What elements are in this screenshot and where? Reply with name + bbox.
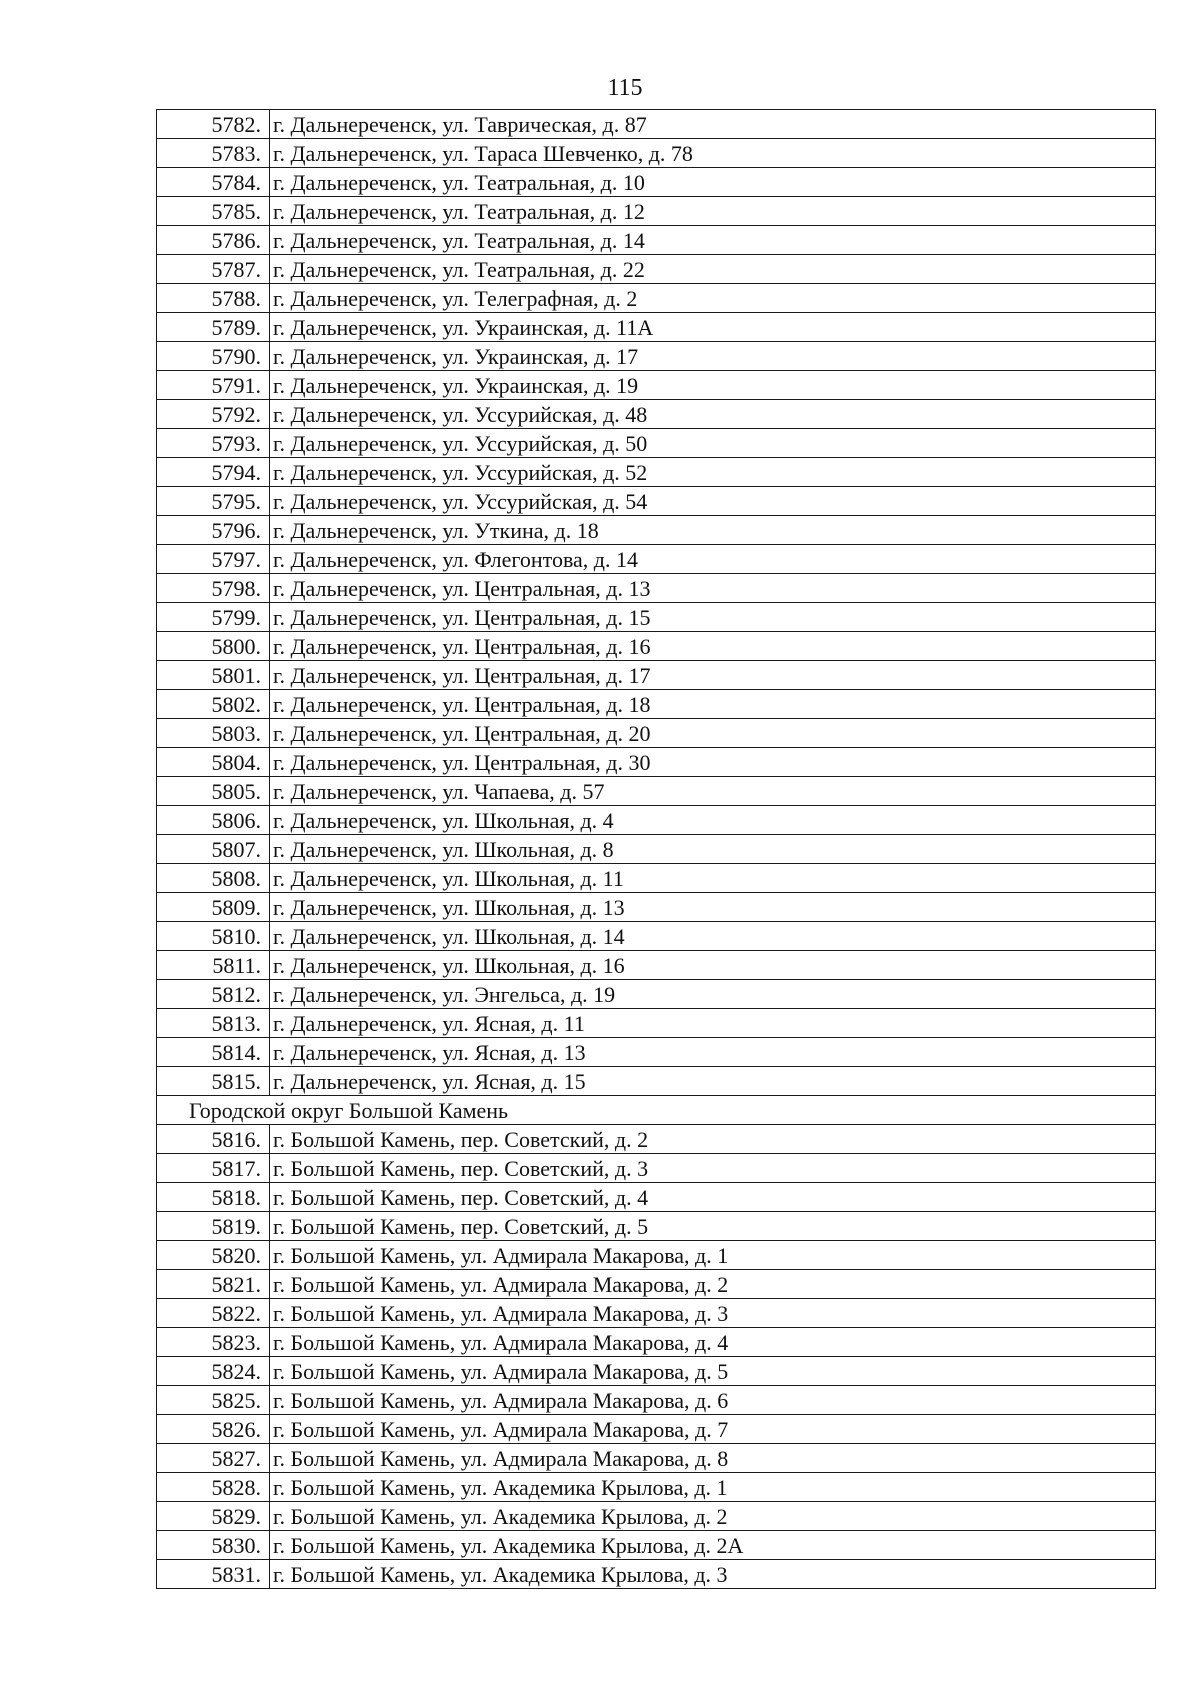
table-row — [157, 1386, 1156, 1415]
table-row — [157, 1125, 1156, 1154]
table-row — [157, 1241, 1156, 1270]
row-address: г. Большой Камень, ул. Адмирала Макарова, д. 5 — [270, 1357, 1156, 1386]
row-address: г. Дальнереченск, ул. Центральная, д. 17 — [270, 661, 1156, 690]
table-row — [157, 429, 1156, 458]
row-number: 5814. — [157, 1038, 270, 1067]
row-address: г. Дальнереченск, ул. Центральная, д. 15 — [270, 603, 1156, 632]
row-number: 5831. — [157, 1560, 270, 1589]
row-address: г. Дальнереченск, ул. Центральная, д. 30 — [270, 748, 1156, 777]
section-header-row — [157, 1096, 1156, 1125]
row-address: г. Дальнереченск, ул. Центральная, д. 13 — [270, 574, 1156, 603]
table-body — [157, 110, 1156, 1589]
row-address: г. Дальнереченск, ул. Уссурийская, д. 48 — [270, 400, 1156, 429]
row-address: г. Большой Камень, ул. Адмирала Макарова, д. 3 — [270, 1299, 1156, 1328]
table-row — [157, 342, 1156, 371]
row-number: 5794. — [157, 458, 270, 487]
table-row — [157, 835, 1156, 864]
table-row — [157, 893, 1156, 922]
table-row — [157, 458, 1156, 487]
row-address: г. Дальнереченск, ул. Школьная, д. 14 — [270, 922, 1156, 951]
row-number: 5792. — [157, 400, 270, 429]
row-number: 5783. — [157, 139, 270, 168]
row-number: 5821. — [157, 1270, 270, 1299]
table-row — [157, 661, 1156, 690]
row-number: 5812. — [157, 980, 270, 1009]
row-number: 5784. — [157, 168, 270, 197]
table-row — [157, 1154, 1156, 1183]
row-number: 5785. — [157, 197, 270, 226]
table-row — [157, 1009, 1156, 1038]
row-number: 5818. — [157, 1183, 270, 1212]
table-row — [157, 255, 1156, 284]
table-row — [157, 284, 1156, 313]
row-address: г. Большой Камень, ул. Адмирала Макарова, д. 2 — [270, 1270, 1156, 1299]
row-number: 5786. — [157, 226, 270, 255]
table-row — [157, 1299, 1156, 1328]
row-address: г. Дальнереченск, ул. Школьная, д. 11 — [270, 864, 1156, 893]
row-address: г. Дальнереченск, ул. Театральная, д. 10 — [270, 168, 1156, 197]
row-address: г. Дальнереченск, ул. Тараса Шевченко, д. 78 — [270, 139, 1156, 168]
table-row — [157, 922, 1156, 951]
table-row — [157, 951, 1156, 980]
row-number: 5829. — [157, 1502, 270, 1531]
row-number: 5823. — [157, 1328, 270, 1357]
table-row — [157, 1357, 1156, 1386]
row-number: 5810. — [157, 922, 270, 951]
row-address: г. Дальнереченск, ул. Флегонтова, д. 14 — [270, 545, 1156, 574]
table-row — [157, 777, 1156, 806]
row-number: 5793. — [157, 429, 270, 458]
row-number: 5813. — [157, 1009, 270, 1038]
row-number: 5826. — [157, 1415, 270, 1444]
page-number: 115 — [607, 75, 643, 101]
row-number: 5806. — [157, 806, 270, 835]
row-address: г. Большой Камень, пер. Советский, д. 4 — [270, 1183, 1156, 1212]
row-number: 5816. — [157, 1125, 270, 1154]
row-address: г. Большой Камень, ул. Адмирала Макарова, д. 1 — [270, 1241, 1156, 1270]
table-row — [157, 1415, 1156, 1444]
row-number: 5802. — [157, 690, 270, 719]
row-address: г. Дальнереченск, ул. Центральная, д. 20 — [270, 719, 1156, 748]
table-row — [157, 110, 1156, 139]
row-number: 5808. — [157, 864, 270, 893]
table-row — [157, 168, 1156, 197]
row-address: г. Дальнереченск, ул. Центральная, д. 18 — [270, 690, 1156, 719]
table-row — [157, 980, 1156, 1009]
row-address: г. Дальнереченск, ул. Уссурийская, д. 50 — [270, 429, 1156, 458]
row-address: г. Дальнереченск, ул. Украинская, д. 11А — [270, 313, 1156, 342]
row-number: 5787. — [157, 255, 270, 284]
row-address: г. Большой Камень, пер. Советский, д. 5 — [270, 1212, 1156, 1241]
row-address: г. Большой Камень, пер. Советский, д. 2 — [270, 1125, 1156, 1154]
row-number: 5815. — [157, 1067, 270, 1096]
row-number: 5803. — [157, 719, 270, 748]
row-address: г. Большой Камень, ул. Адмирала Макарова, д. 8 — [270, 1444, 1156, 1473]
table-row — [157, 139, 1156, 168]
row-number: 5805. — [157, 777, 270, 806]
row-address: г. Дальнереченск, ул. Таврическая, д. 87 — [270, 110, 1156, 139]
section-header: Городской округ Большой Камень — [157, 1096, 1156, 1125]
row-address: г. Дальнереченск, ул. Ясная, д. 13 — [270, 1038, 1156, 1067]
table-row — [157, 1473, 1156, 1502]
row-address: г. Большой Камень, ул. Адмирала Макарова, д. 7 — [270, 1415, 1156, 1444]
table-row — [157, 226, 1156, 255]
table-row — [157, 1038, 1156, 1067]
row-number: 5796. — [157, 516, 270, 545]
row-address: г. Большой Камень, ул. Академика Крылова, д. 2А — [270, 1531, 1156, 1560]
row-address: г. Дальнереченск, ул. Телеграфная, д. 2 — [270, 284, 1156, 313]
table-row — [157, 603, 1156, 632]
table-row — [157, 1183, 1156, 1212]
row-number: 5801. — [157, 661, 270, 690]
row-address: г. Дальнереченск, ул. Школьная, д. 13 — [270, 893, 1156, 922]
table-row — [157, 516, 1156, 545]
row-address: г. Дальнереченск, ул. Школьная, д. 4 — [270, 806, 1156, 835]
row-number: 5800. — [157, 632, 270, 661]
row-address: г. Дальнереченск, ул. Украинская, д. 19 — [270, 371, 1156, 400]
row-address: г. Дальнереченск, ул. Уткина, д. 18 — [270, 516, 1156, 545]
row-address: г. Большой Камень, ул. Адмирала Макарова, д. 4 — [270, 1328, 1156, 1357]
row-number: 5807. — [157, 835, 270, 864]
table-row — [157, 545, 1156, 574]
table-row — [157, 487, 1156, 516]
row-number: 5788. — [157, 284, 270, 313]
row-number: 5817. — [157, 1154, 270, 1183]
row-number: 5809. — [157, 893, 270, 922]
row-address: г. Большой Камень, ул. Адмирала Макарова, д. 6 — [270, 1386, 1156, 1415]
row-number: 5827. — [157, 1444, 270, 1473]
table-row — [157, 371, 1156, 400]
row-address: г. Дальнереченск, ул. Центральная, д. 16 — [270, 632, 1156, 661]
row-address: г. Дальнереченск, ул. Ясная, д. 11 — [270, 1009, 1156, 1038]
row-number: 5822. — [157, 1299, 270, 1328]
table-row — [157, 806, 1156, 835]
row-address: г. Дальнереченск, ул. Ясная, д. 15 — [270, 1067, 1156, 1096]
row-number: 5789. — [157, 313, 270, 342]
table-row — [157, 1067, 1156, 1096]
table-row — [157, 400, 1156, 429]
table-row — [157, 1212, 1156, 1241]
table-row — [157, 574, 1156, 603]
table-row — [157, 748, 1156, 777]
row-number: 5799. — [157, 603, 270, 632]
address-register-table — [156, 109, 1156, 1589]
table-row — [157, 1560, 1156, 1589]
row-address: г. Дальнереченск, ул. Театральная, д. 22 — [270, 255, 1156, 284]
row-number: 5824. — [157, 1357, 270, 1386]
table-row — [157, 197, 1156, 226]
row-number: 5820. — [157, 1241, 270, 1270]
row-number: 5825. — [157, 1386, 270, 1415]
row-address: г. Большой Камень, пер. Советский, д. 3 — [270, 1154, 1156, 1183]
row-address: г. Дальнереченск, ул. Театральная, д. 14 — [270, 226, 1156, 255]
row-address: г. Дальнереченск, ул. Театральная, д. 12 — [270, 197, 1156, 226]
table-row — [157, 1444, 1156, 1473]
row-address: г. Дальнереченск, ул. Украинская, д. 17 — [270, 342, 1156, 371]
row-number: 5828. — [157, 1473, 270, 1502]
table-row — [157, 1502, 1156, 1531]
table-row — [157, 690, 1156, 719]
table-row — [157, 1328, 1156, 1357]
table-row — [157, 1270, 1156, 1299]
row-address: г. Дальнереченск, ул. Энгельса, д. 19 — [270, 980, 1156, 1009]
table-row — [157, 1531, 1156, 1560]
row-number: 5830. — [157, 1531, 270, 1560]
row-number: 5811. — [157, 951, 270, 980]
row-number: 5819. — [157, 1212, 270, 1241]
row-number: 5797. — [157, 545, 270, 574]
row-number: 5790. — [157, 342, 270, 371]
row-number: 5791. — [157, 371, 270, 400]
row-number: 5804. — [157, 748, 270, 777]
table-row — [157, 864, 1156, 893]
row-address: г. Дальнереченск, ул. Уссурийская, д. 52 — [270, 458, 1156, 487]
row-address: г. Дальнереченск, ул. Школьная, д. 8 — [270, 835, 1156, 864]
table-row — [157, 313, 1156, 342]
row-address: г. Большой Камень, ул. Академика Крылова, д. 1 — [270, 1473, 1156, 1502]
row-number: 5782. — [157, 110, 270, 139]
row-address: г. Большой Камень, ул. Академика Крылова, д. 3 — [270, 1560, 1156, 1589]
row-address: г. Дальнереченск, ул. Школьная, д. 16 — [270, 951, 1156, 980]
row-address: г. Дальнереченск, ул. Уссурийская, д. 54 — [270, 487, 1156, 516]
row-address: г. Большой Камень, ул. Академика Крылова, д. 2 — [270, 1502, 1156, 1531]
row-address: г. Дальнереченск, ул. Чапаева, д. 57 — [270, 777, 1156, 806]
table-row — [157, 632, 1156, 661]
table-row — [157, 719, 1156, 748]
row-number: 5795. — [157, 487, 270, 516]
row-number: 5798. — [157, 574, 270, 603]
